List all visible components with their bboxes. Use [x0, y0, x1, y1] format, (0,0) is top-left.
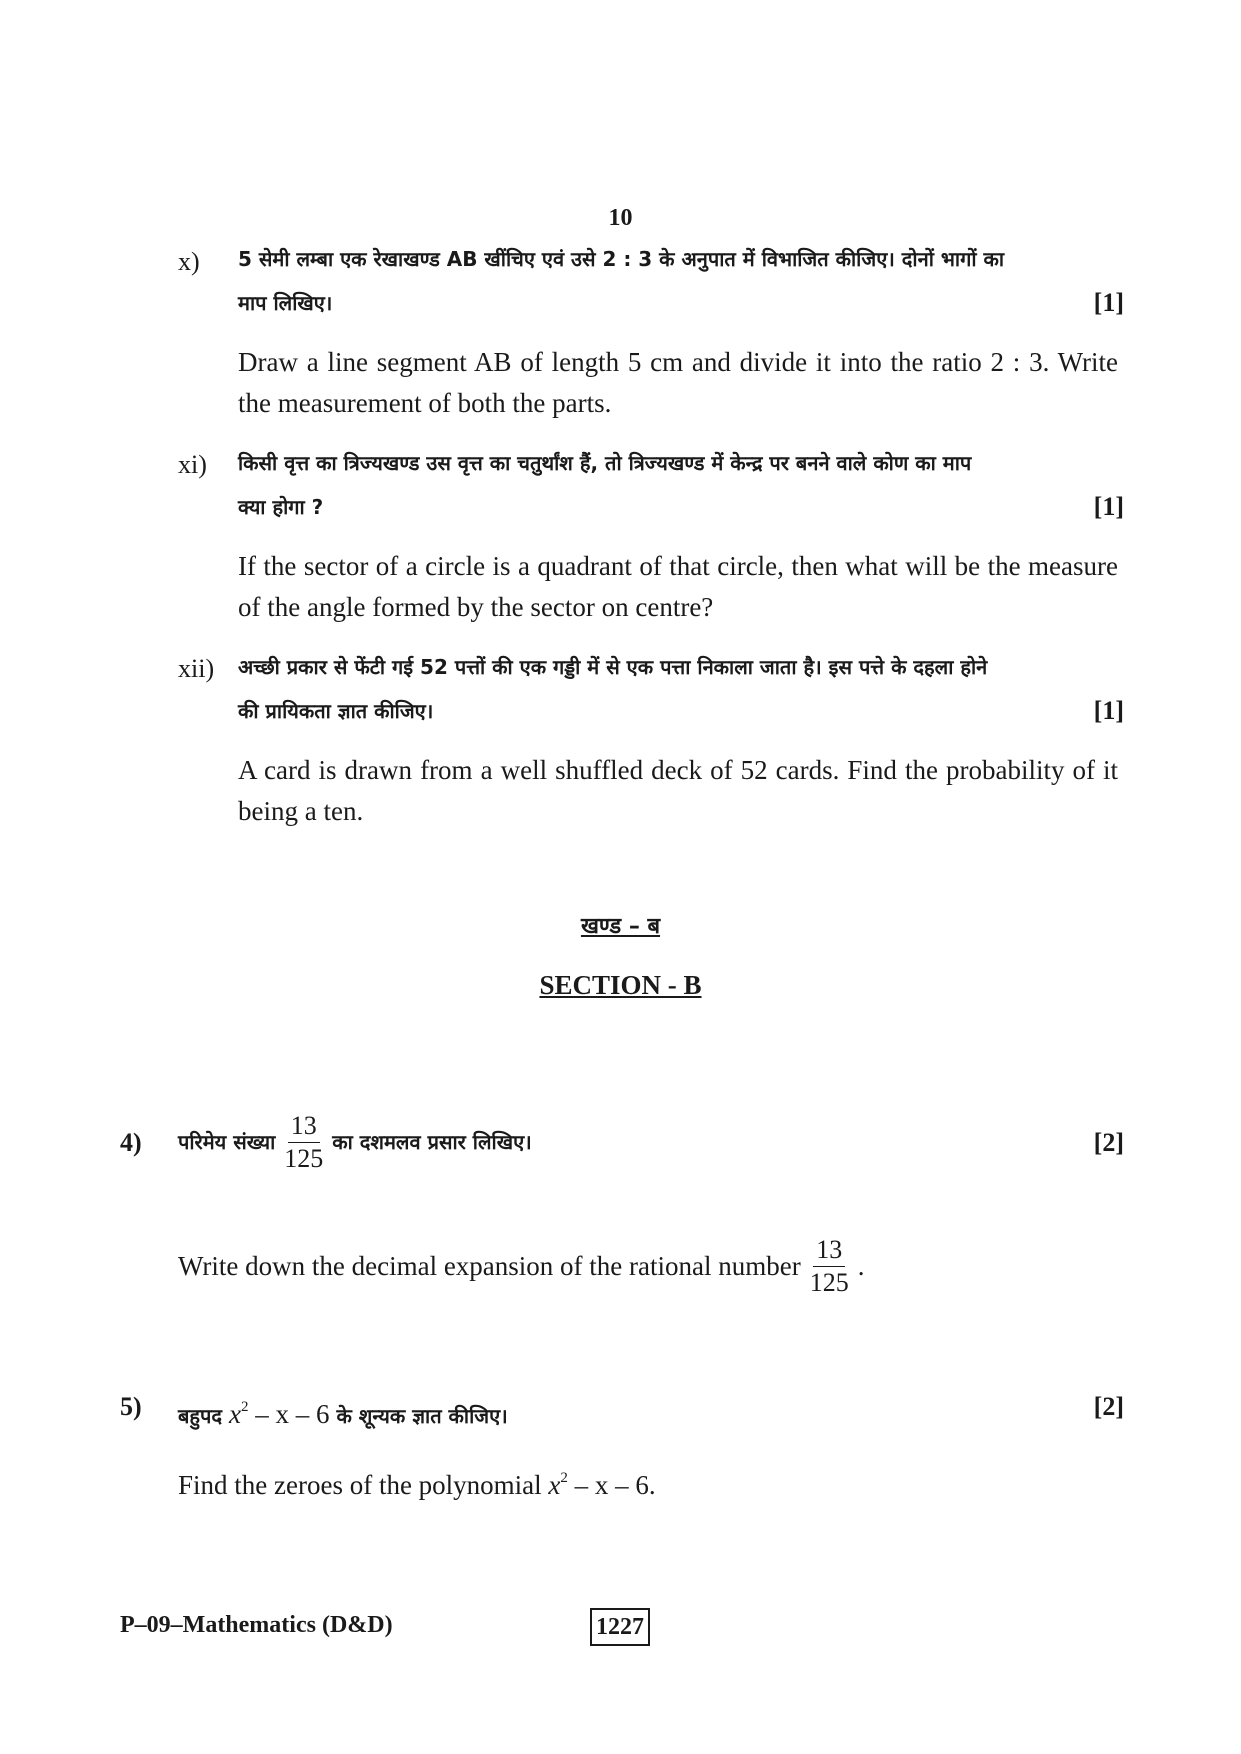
question-hindi-line2: की प्रायिकता ज्ञात कीजिए। — [238, 699, 434, 723]
question-number: 5) — [120, 1392, 142, 1421]
question-4-hindi-after: का दशमलव प्रसार लिखिए। — [332, 1130, 532, 1154]
question-english: Draw a line segment AB of length 5 cm and divide it into the ratio 2 : 3. Write the measurement of both the parts. — [238, 347, 1118, 418]
fraction — [281, 1110, 326, 1175]
question-marks: [1] — [1093, 492, 1124, 521]
question-english: A card is drawn from a well shuffled deck of 52 cards. Find the probability of it being a ten. — [238, 755, 1118, 826]
question-label: xii) — [178, 654, 215, 683]
question-hindi-line2: माप लिखिए। — [238, 291, 333, 315]
question-hindi-line1: अच्छी प्रकार से फेंटी गई 52 पत्तों की एक गड्डी में से एक पत्ता निकाला जाता है। इस पत्ते के दहला होने — [238, 655, 988, 679]
question-hindi-line2: क्या होगा ? — [238, 495, 324, 519]
question-4-english-before: Write down the decimal expansion of the rational number — [178, 1250, 801, 1281]
question-hindi-line1: 5 सेमी लम्बा एक रेखाखण्ड AB खींचिए एवं उसे 2 : 3 के अनुपात में विभाजित कीजिए। दोनों भागों का — [238, 247, 1005, 271]
question-5-english-before: Find the zeroes of the polynomial — [178, 1470, 542, 1500]
question-5-english — [178, 1458, 656, 1506]
question-4-english — [178, 1226, 864, 1306]
question-4-hindi — [178, 1102, 532, 1182]
question-label: xi) — [178, 450, 207, 479]
question-4-hindi-before: परिमेय संख्या — [178, 1130, 276, 1154]
question-number: 4) — [120, 1128, 142, 1157]
footer-paper-code: P–09–Mathematics (D&D) — [120, 1612, 393, 1638]
question-hindi-line1: किसी वृत्त का त्रिज्यखण्ड उस वृत्त का चतुर्थांश हैं, तो त्रिज्यखण्ड में केन्द्र पर बनने वाले कोण का माप — [238, 451, 972, 475]
polynomial-exponent: 2 — [240, 1399, 249, 1415]
polynomial-rest: – x – 6 — [567, 1470, 649, 1500]
fraction-denominator: 125 — [809, 1267, 849, 1297]
page-number: 10 — [608, 205, 633, 231]
question-4-english-after: . — [857, 1250, 865, 1281]
question-marks: [2] — [1093, 1128, 1124, 1157]
fraction-numerator: 13 — [813, 1234, 845, 1267]
question-5-hindi — [178, 1386, 508, 1437]
section-heading-hindi: खण्ड – ब — [580, 914, 661, 939]
footer-code-box: 1227 — [590, 1608, 650, 1646]
polynomial-variable: x — [229, 1399, 241, 1429]
question-marks: [2] — [1093, 1392, 1124, 1421]
fraction-numerator: 13 — [288, 1110, 320, 1143]
question-5-hindi-before: बहुपद — [178, 1404, 223, 1428]
question-5-english-after: . — [648, 1470, 656, 1500]
fraction-denominator: 125 — [284, 1143, 324, 1173]
polynomial-rest: – x – 6 — [248, 1399, 330, 1429]
polynomial-variable: x — [548, 1470, 561, 1500]
section-heading-english: SECTION - B — [539, 970, 702, 1000]
question-marks: [1] — [1093, 288, 1124, 317]
question-marks: [1] — [1093, 696, 1124, 725]
question-label: x) — [178, 247, 200, 276]
question-5-hindi-after: के शून्यक ज्ञात कीजिए। — [336, 1404, 508, 1428]
polynomial-exponent: 2 — [560, 1470, 568, 1486]
fraction — [807, 1234, 852, 1299]
question-english: If the sector of a circle is a quadrant of that circle, then what will be the measure of the angle formed by the sector on centre? — [238, 551, 1118, 622]
polynomial — [548, 1470, 648, 1500]
polynomial — [229, 1399, 329, 1429]
